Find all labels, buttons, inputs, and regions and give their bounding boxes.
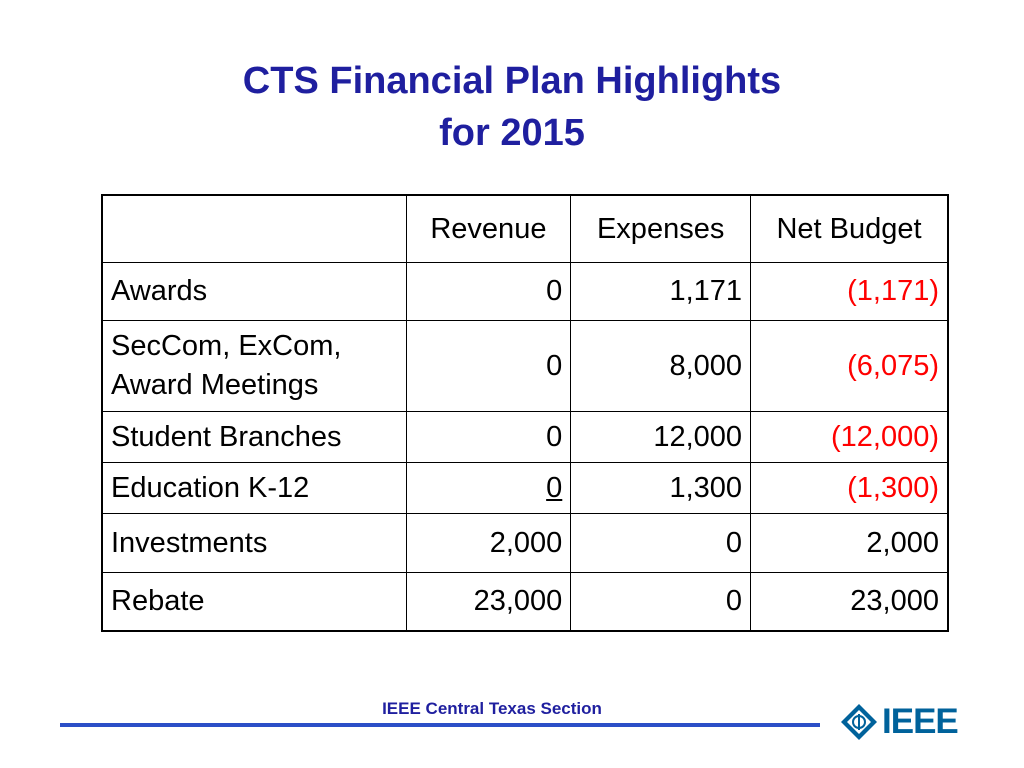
row-label xyxy=(102,321,406,412)
revenue-cell xyxy=(406,463,571,514)
ieee-logo xyxy=(840,700,958,744)
ieee-diamond-icon xyxy=(840,703,878,741)
table-row xyxy=(102,263,948,321)
net-budget-cell: (1,300) xyxy=(751,463,948,514)
row-label: Education K-12 xyxy=(102,463,406,514)
expenses-cell: 0 xyxy=(571,573,751,631)
row-label-line: Award Meetings xyxy=(111,369,319,401)
expenses-cell: 1,300 xyxy=(571,463,751,514)
table-row xyxy=(102,321,948,412)
row-label: Awards xyxy=(102,263,406,321)
revenue-cell: 0 xyxy=(406,263,571,321)
footer-section-name: IEEE Central Texas Section xyxy=(382,699,602,718)
expenses-cell: 1,171 xyxy=(571,263,751,321)
ieee-logo-text: IEEE xyxy=(882,702,958,741)
row-label: Investments xyxy=(102,514,406,573)
revenue-cell: 0 xyxy=(406,412,571,463)
revenue-value-underlined: 0 xyxy=(546,471,563,504)
net-budget-cell: 23,000 xyxy=(751,573,948,631)
header-net-budget: Net Budget xyxy=(751,195,948,263)
header-expenses: Expenses xyxy=(571,195,751,263)
row-label: Student Branches xyxy=(102,412,406,463)
title-line-1: CTS Financial Plan Highlights xyxy=(242,60,782,102)
expenses-cell: 8,000 xyxy=(571,321,751,412)
footer-divider xyxy=(60,723,820,727)
net-budget-cell: (12,000) xyxy=(751,412,948,463)
revenue-cell: 0 xyxy=(406,321,571,412)
net-budget-cell: (6,075) xyxy=(751,321,948,412)
row-label-line: SecCom, ExCom, xyxy=(111,330,342,362)
revenue-cell: 23,000 xyxy=(406,573,571,631)
title-line-2: for 2015 xyxy=(439,112,585,154)
revenue-cell: 2,000 xyxy=(406,514,571,573)
expenses-cell: 0 xyxy=(571,514,751,573)
table-row xyxy=(102,514,948,573)
financial-table xyxy=(101,194,949,632)
net-budget-cell: (1,171) xyxy=(751,263,948,321)
net-budget-cell: 2,000 xyxy=(751,514,948,573)
header-revenue: Revenue xyxy=(406,195,571,263)
row-label: Rebate xyxy=(102,573,406,631)
table-row xyxy=(102,463,948,514)
expenses-cell: 12,000 xyxy=(571,412,751,463)
table-header-row xyxy=(102,195,948,263)
table-row xyxy=(102,412,948,463)
table-row xyxy=(102,573,948,631)
header-blank xyxy=(102,195,406,263)
slide-title xyxy=(0,55,1024,159)
